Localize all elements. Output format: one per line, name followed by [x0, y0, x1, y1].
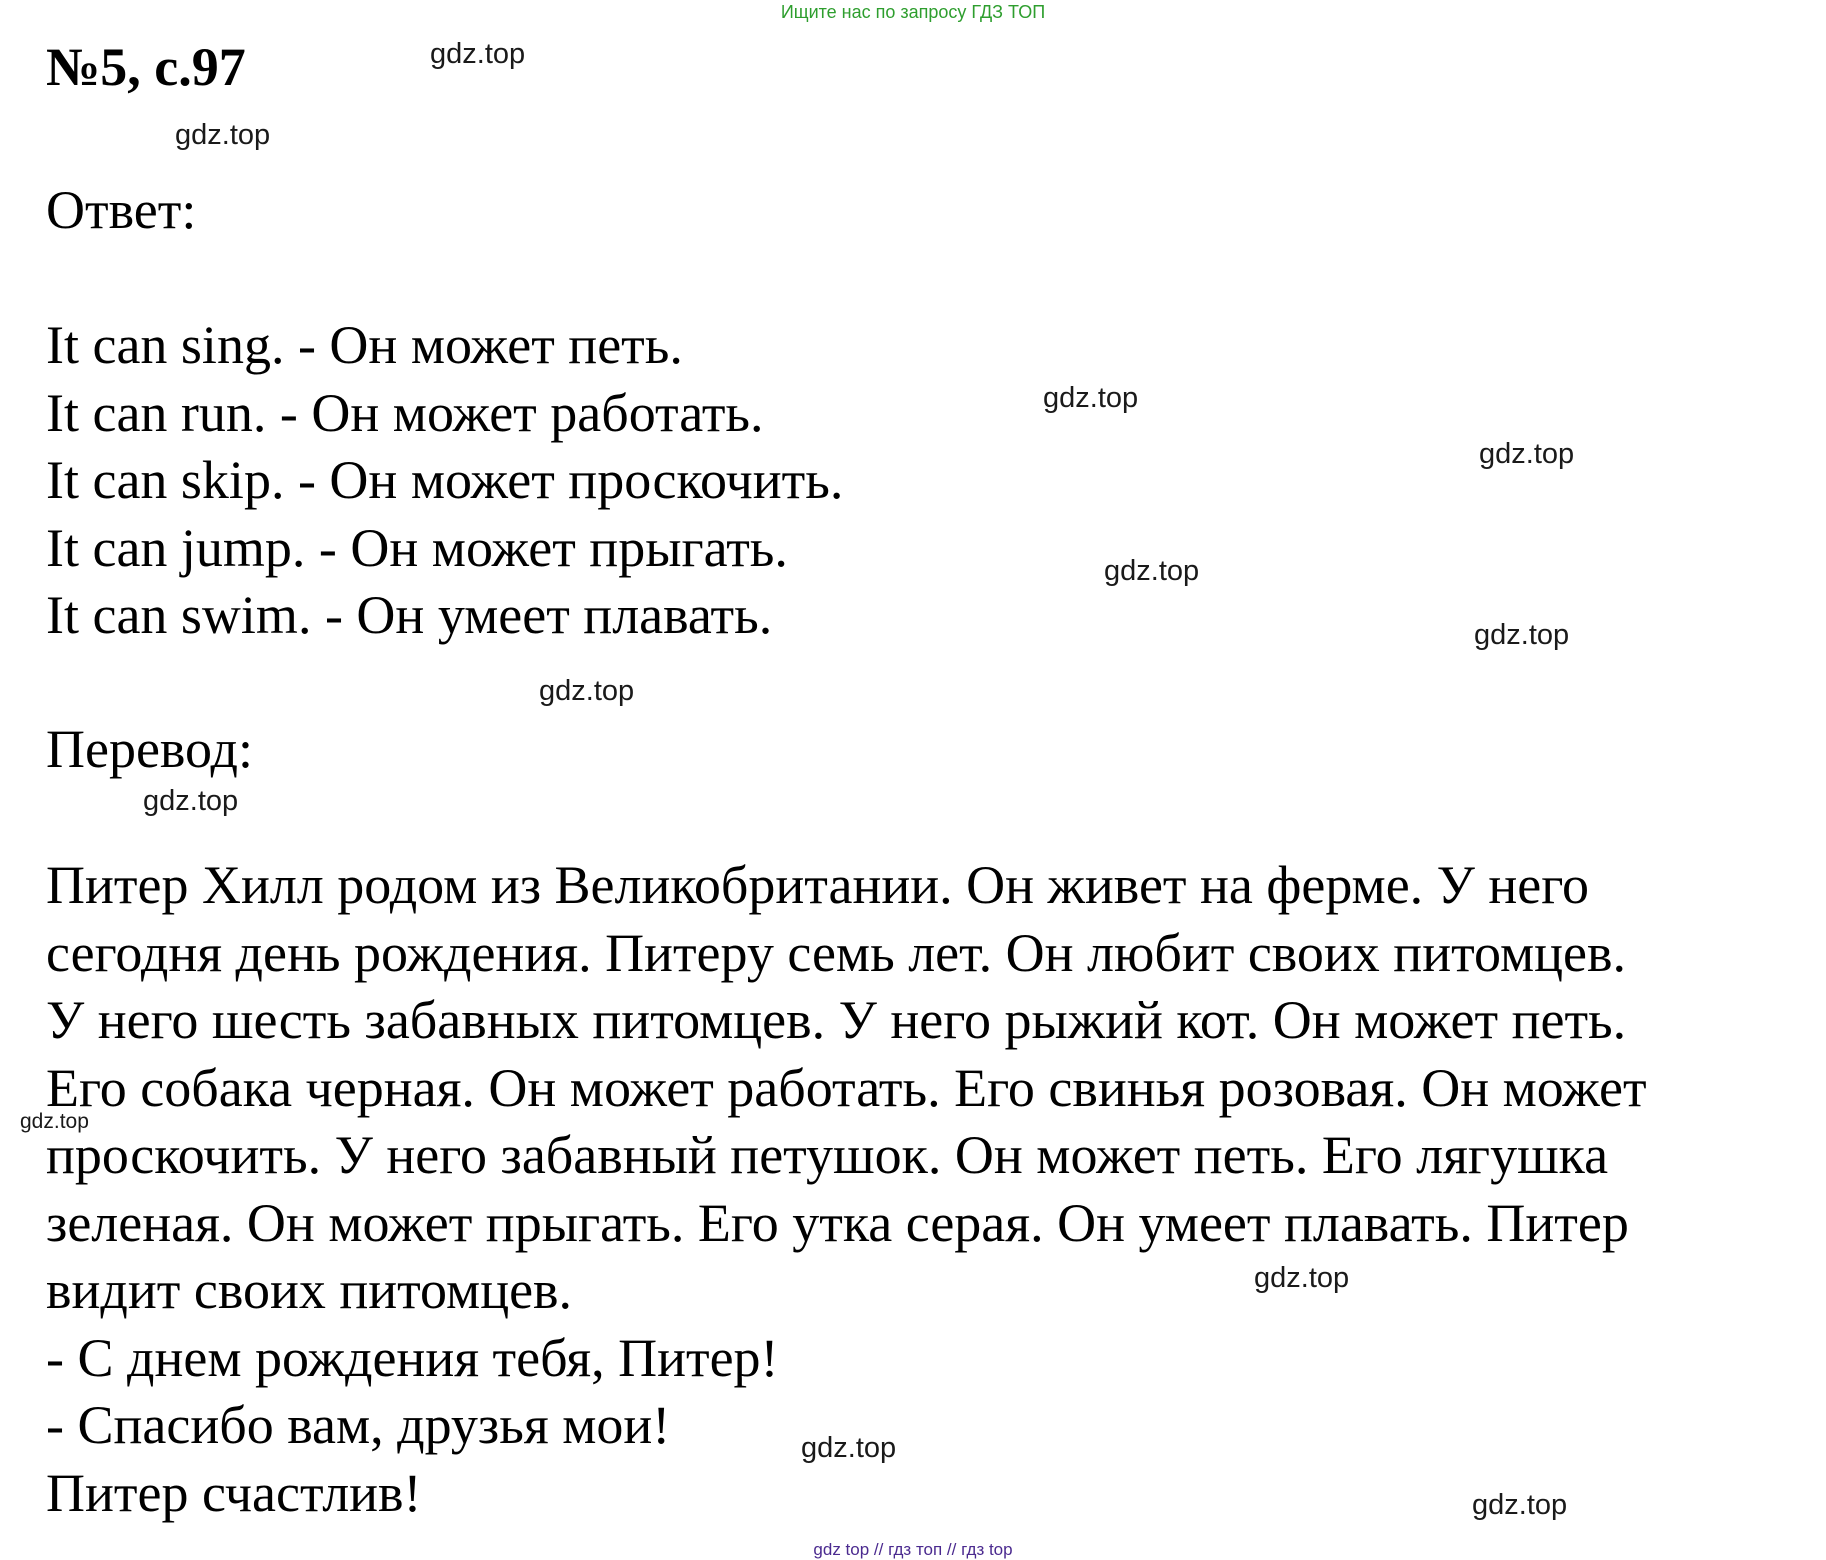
answer-label: Ответ: — [46, 180, 197, 240]
footer: gdz top // гдз топ // гдз top — [813, 1540, 1013, 1559]
translation-line: Питер Хилл родом из Великобритании. Он живет на ферме. У него — [46, 855, 1590, 915]
answer-line: It can run. - Он может работать. — [46, 382, 764, 443]
translation-line: видит своих питомцев. — [46, 1260, 573, 1320]
watermark: gdz.top — [20, 1110, 89, 1133]
watermark: gdz.top — [143, 785, 239, 817]
watermark: gdz.top — [1254, 1262, 1350, 1294]
watermark: gdz.top — [1474, 619, 1570, 651]
translation-line: У него шесть забавных питомцев. У него рыжий кот. Он может петь. — [46, 990, 1627, 1050]
translation-label: Перевод: — [46, 719, 253, 779]
translation-line: - С днем рождения тебя, Питер! — [46, 1327, 779, 1388]
translation-line: зеленая. Он может прыгать. Его утка серая. Он умеет плавать. Питер — [46, 1192, 1629, 1253]
answer-line: It can jump. - Он может прыгать. — [46, 517, 788, 578]
translation-line: Его собака черная. Он может работать. Его свинья розовая. Он может — [46, 1057, 1647, 1118]
watermark: gdz.top — [430, 38, 526, 70]
watermark: gdz.top — [1479, 438, 1575, 470]
answer-line: It can skip. - Он может проскочить. — [46, 450, 844, 510]
answer-lines — [46, 312, 843, 650]
task-title: №5, с.97 — [46, 37, 246, 97]
top-banner: Ищите нас по запросу ГДЗ ТОП — [780, 2, 1046, 22]
watermark: gdz.top — [175, 119, 271, 151]
translation-line: - Спасибо вам, друзья мои! — [46, 1395, 671, 1455]
translation-text — [46, 852, 1826, 1527]
watermark: gdz.top — [1472, 1489, 1568, 1521]
watermark: gdz.top — [539, 675, 635, 707]
watermark: gdz.top — [1104, 555, 1200, 587]
answer-line: It can swim. - Он умеет плавать. — [46, 585, 773, 645]
translation-line: Питер счастлив! — [46, 1462, 422, 1523]
watermark: gdz.top — [801, 1432, 897, 1464]
translation-line: проскочить. У него забавный петушок. Он может петь. Его лягушка — [46, 1125, 1609, 1185]
answer-line: It can sing. - Он может петь. — [46, 315, 683, 375]
watermark: gdz.top — [1043, 382, 1139, 414]
translation-line: сегодня день рождения. Питеру семь лет. Он любит своих питомцев. — [46, 922, 1627, 983]
